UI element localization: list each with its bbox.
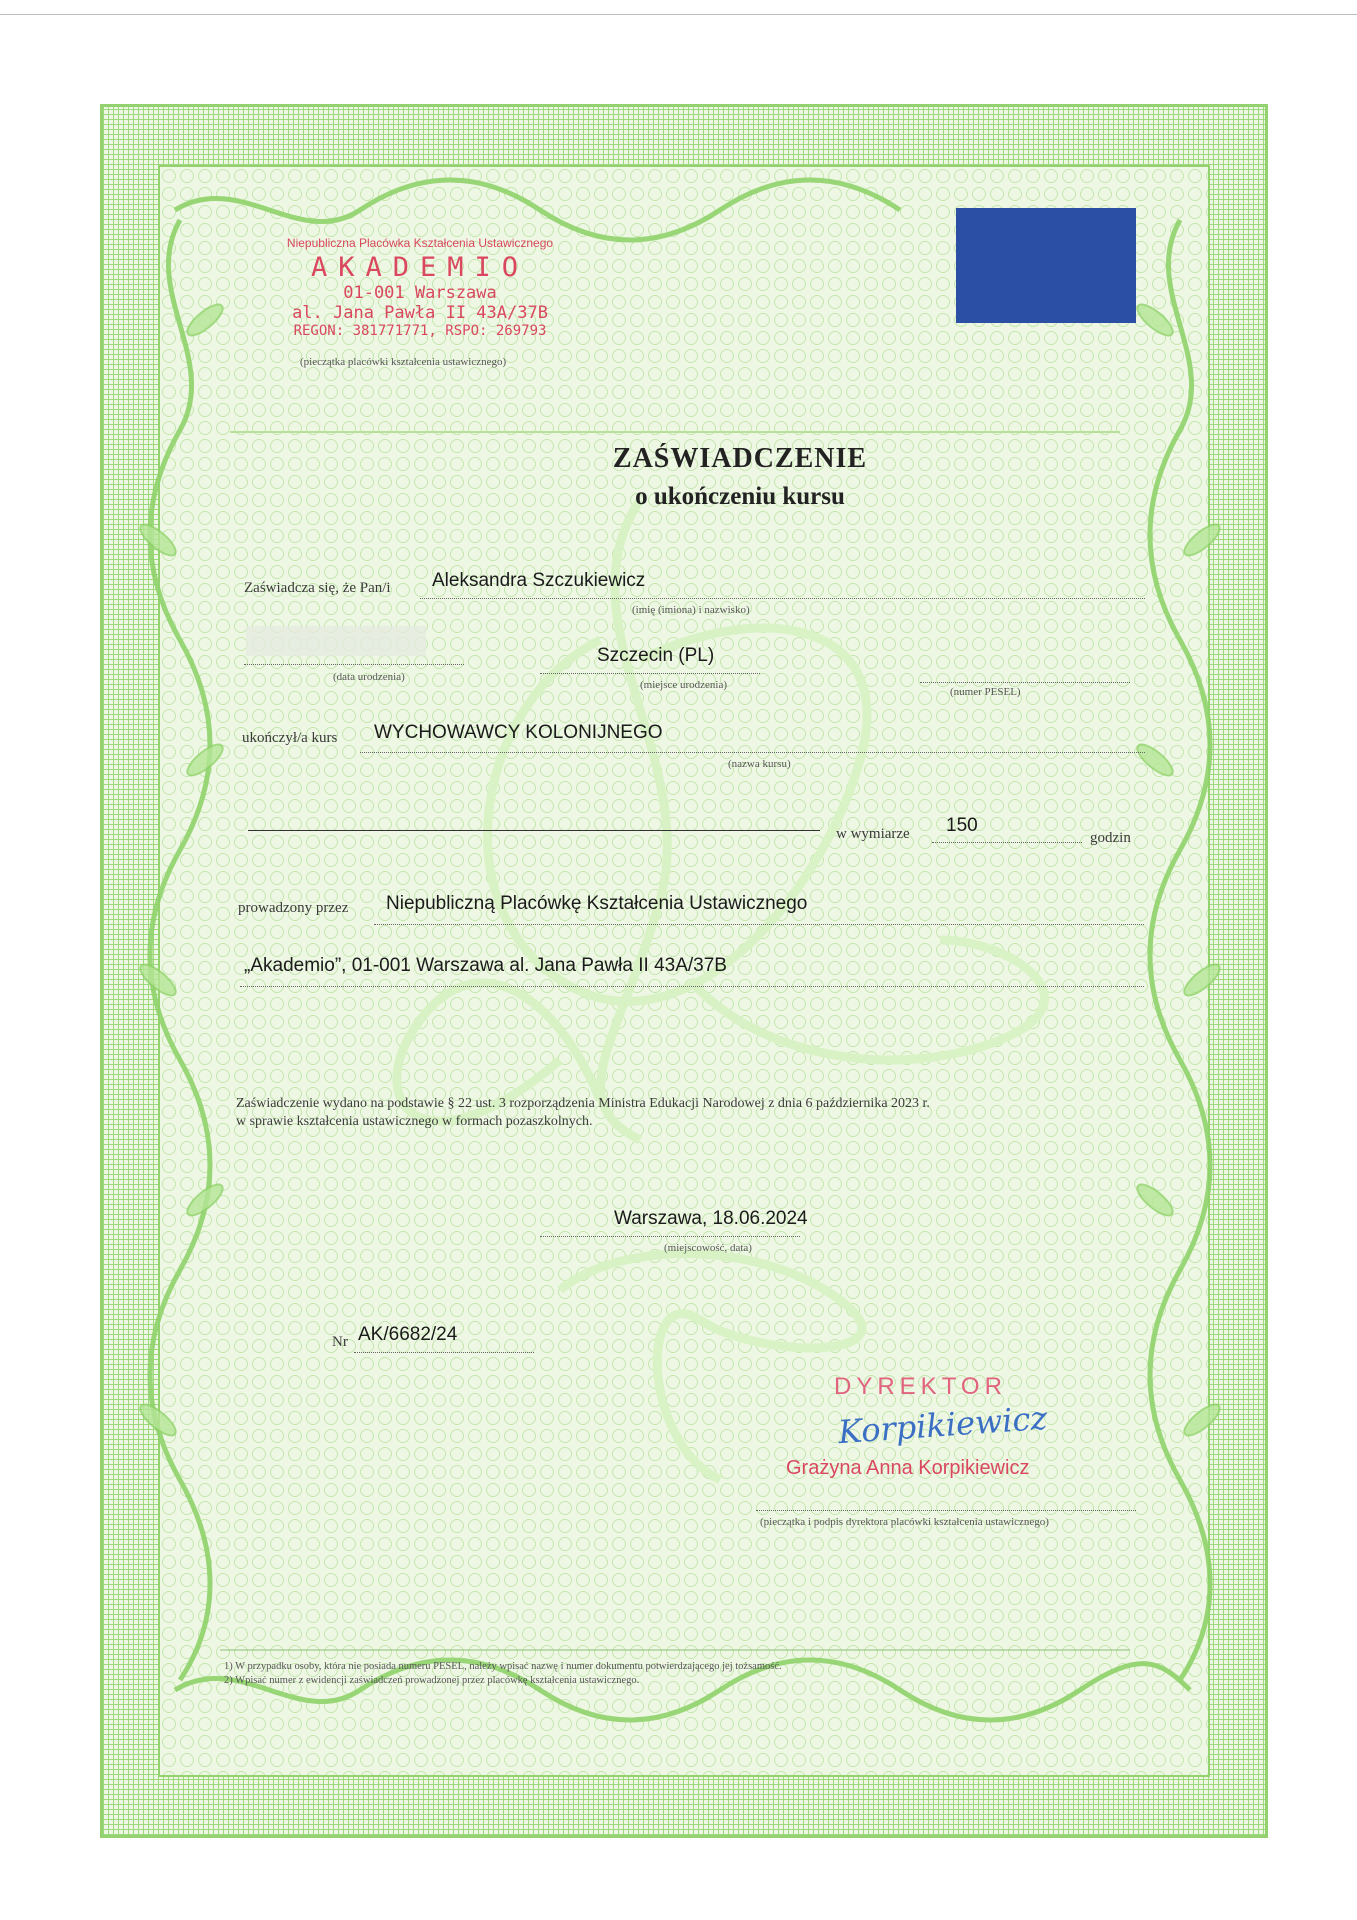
place-date-caption: (miejscowość, data)	[664, 1242, 752, 1254]
number-line	[354, 1352, 534, 1353]
stamp-line-5: REGON: 381771771, RSPO: 269793	[293, 323, 547, 339]
stamp-line-3: 01-001 Warszawa	[343, 283, 497, 303]
institution-stamp	[260, 236, 580, 339]
legal-line-2: w sprawie kształcenia ustawicznego w formach pozaszkolnych.	[236, 1114, 593, 1129]
eu-flag-icon	[956, 208, 1136, 323]
name-caption: (imię (imiona) i nazwisko)	[632, 604, 750, 616]
signature-caption: (pieczątka i podpis dyrektora placówki kształcenia ustawicznego)	[760, 1516, 1049, 1528]
stamp-line-2: AKADEMIO	[310, 252, 530, 283]
course-caption: (nazwa kursu)	[728, 758, 791, 770]
provider-label: prowadzony przez	[238, 900, 349, 916]
course-value: WYCHOWAWCY KOLONIJNEGO	[374, 722, 663, 743]
scan-edge-line	[0, 14, 1357, 15]
birth-date-caption: (data urodzenia)	[333, 671, 405, 683]
provider-line-1: Niepubliczną Placówkę Kształcenia Ustawicznego	[386, 893, 808, 914]
birth-place-value: Szczecin (PL)	[597, 645, 715, 666]
legal-line-1: Zaświadczenie wydano na podstawie § 22 ust. 3 rozporządzenia Ministra Edukacji Narodowej z dnia 6 października 2023 r.	[236, 1096, 930, 1111]
page-title: ZAŚWIADCZENIE	[612, 443, 868, 474]
course-label: ukończył/a kurs	[242, 730, 338, 746]
place-date-line	[540, 1236, 800, 1237]
pesel-caption: (numer PESEL)	[950, 686, 1021, 698]
signature-line	[756, 1510, 1136, 1511]
name-label: Zaświadcza się, że Pan/i	[244, 580, 391, 596]
director-name: Grażyna Anna Korpikiewicz	[786, 1457, 1030, 1479]
name-value: Aleksandra Szczukiewicz	[432, 570, 646, 591]
footnote-1: 1) W przypadku osoby, która nie posiada numeru PESEL, należy wpisać nazwę i numer dokumentu potwierdzającego jej tożsamość.	[224, 1661, 782, 1672]
course-continuation-line	[248, 830, 820, 831]
number-label: Nr	[332, 1334, 348, 1350]
provider-line-2-rule	[240, 986, 1144, 987]
hours-value: 150	[946, 815, 978, 836]
director-signature: Korpikiewicz	[836, 1398, 1049, 1452]
stamp-line-1: Niepubliczna Placówka Kształcenia Ustawicznego	[286, 236, 554, 250]
director-title: DYREKTOR	[834, 1373, 1007, 1400]
birth-place-caption: (miejsce urodzenia)	[640, 679, 728, 691]
pesel-line	[920, 682, 1130, 683]
footnote-2: 2) Wpisać numer z ewidencji zaświadczeń prowadzonej przez placówkę kształcenia ustawicznego.	[224, 1675, 640, 1686]
hours-label: w wymiarze	[836, 826, 910, 842]
stamp-line-4: al. Jana Pawła II 43A/37B	[292, 303, 548, 323]
hours-line	[932, 842, 1082, 843]
place-date-value: Warszawa, 18.06.2024	[614, 1208, 808, 1229]
birth-date-line	[244, 664, 464, 665]
provider-line-2: „Akademio”, 01-001 Warszawa al. Jana Pawła II 43A/37B	[244, 955, 727, 976]
course-line	[360, 752, 1145, 753]
name-line	[420, 598, 1145, 599]
stamp-caption: (pieczątka placówki kształcenia ustawicznego)	[300, 356, 507, 368]
page-subtitle: o ukończeniu kursu	[635, 483, 845, 510]
birth-date-redacted	[246, 626, 426, 656]
provider-line-1-rule	[374, 924, 1144, 925]
hours-unit: godzin	[1090, 830, 1131, 846]
birth-place-line	[540, 673, 760, 674]
number-value: AK/6682/24	[358, 1324, 458, 1345]
